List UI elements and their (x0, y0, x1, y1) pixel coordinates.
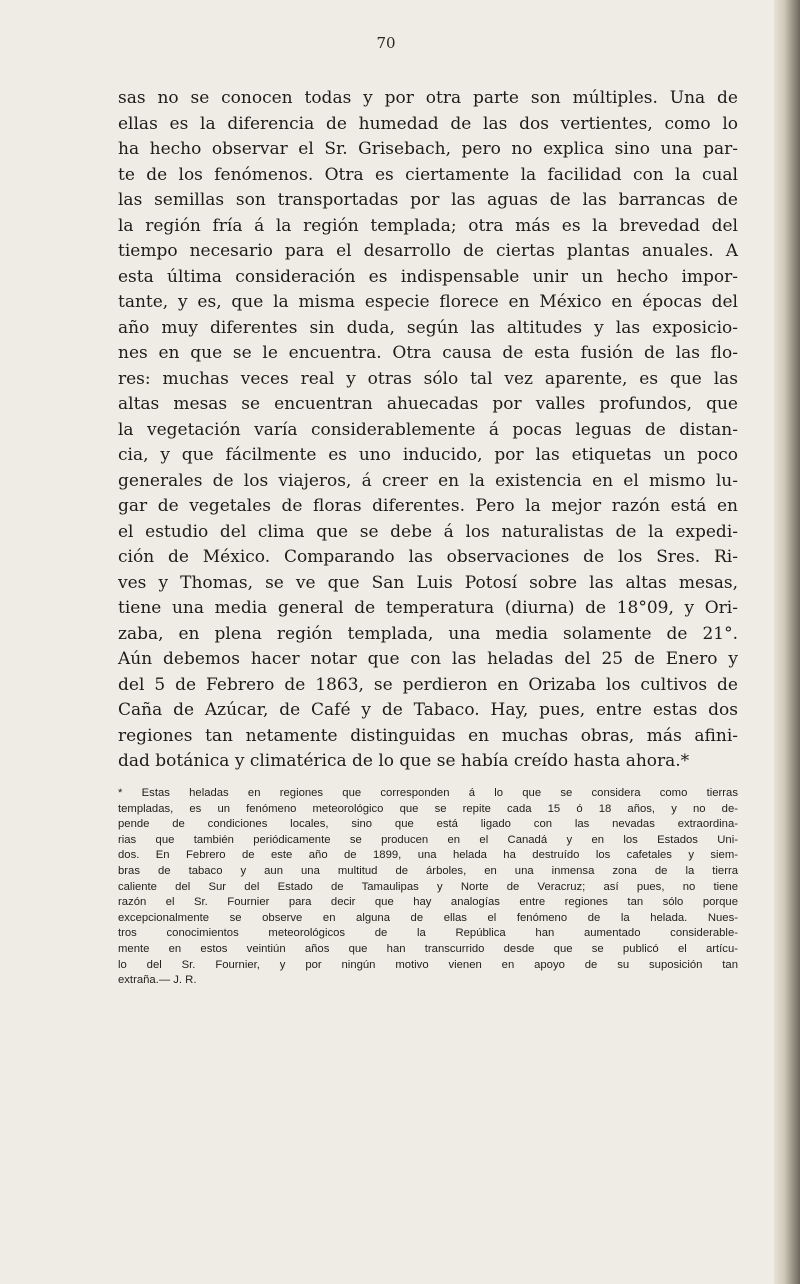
text-line: res: muchas veces real y otras sólo tal vez aparente, es que las (118, 368, 738, 389)
text-line: ción de México. Comparando las observaciones de los Sres. Ri- (118, 547, 738, 567)
text-line: nes en que se le encuentra. Otra causa de esta fusión de las flo- (118, 343, 738, 363)
footnote-line: dos. En Febrero de este año de 1899, una helada ha destruído los cafetales y siem- (118, 849, 738, 862)
text-line: las semillas son transportadas por las aguas de las barrancas de (118, 190, 738, 210)
main-text (118, 86, 738, 775)
footnote-line: razón el Sr. Fournier para decir que hay analogías entre regiones tan sólo porque (118, 896, 738, 909)
footnote-line: rias que también periódicamente se producen en el Canadá y en los Estados Uni- (118, 833, 738, 846)
footnote-line: lo del Sr. Fournier, y por ningún motivo vienen en apoyo de su suposición tan (118, 958, 738, 971)
footnote-line: pende de condiciones locales, sino que está ligado con las nevadas extraordina- (118, 818, 738, 831)
text-line: zaba, en plena región templada, una media solamente de 21°. (118, 623, 738, 644)
text-line: tiempo necesario para el desarrollo de ciertas plantas anuales. A (118, 241, 738, 261)
text-line: Aún debemos hacer notar que con las heladas del 25 de Enero y (118, 649, 738, 669)
text-line: sas no se conocen todas y por otra parte son múltiples. Una de (118, 88, 738, 108)
text-line: la vegetación varía considerablemente á pocas leguas de distan- (118, 419, 738, 440)
footnote-line: templadas, es un fenómeno meteorológico que se repite cada 15 ó 18 años, y no de- (118, 802, 738, 815)
text-line: ves y Thomas, se ve que San Luis Potosí sobre las altas mesas, (118, 572, 738, 593)
text-line: cia, y que fácilmente es uno inducido, por las etiquetas un poco (118, 445, 738, 465)
text-line: el estudio del clima que se debe á los naturalistas de la expedi- (118, 521, 738, 542)
page-binding-edge (774, 0, 800, 1284)
text-line: generales de los viajeros, á creer en la existencia en el mismo lu- (118, 470, 738, 491)
text-line: tante, y es, que la misma especie florece en México en épocas del (118, 292, 738, 312)
footnote-line: extraña.— J. R. (118, 974, 197, 987)
text-line: tiene una media general de temperatura (diurna) de 18°09, y Ori- (118, 598, 738, 618)
footnote-line: tros conocimientos meteorológicos de la República han aumentado considerable- (118, 927, 738, 940)
text-line: ha hecho observar el Sr. Grisebach, pero no explica sino una par- (118, 139, 738, 159)
text-line: Caña de Azúcar, de Café y de Tabaco. Hay, pues, entre estas dos (118, 700, 738, 720)
text-line: año muy diferentes sin duda, según las altitudes y las exposicio- (118, 317, 738, 338)
text-line: esta última consideración es indispensable unir un hecho impor- (118, 266, 738, 287)
text-line: altas mesas se encuentran ahuecadas por valles profundos, que (118, 394, 738, 414)
text-line: dad botánica y climatérica de lo que se había creído hasta ahora.* (118, 751, 690, 771)
footnote-line: * Estas heladas en regiones que corresponden á lo que se considera como tierras (118, 787, 738, 799)
text-line: te de los fenómenos. Otra es ciertamente la facilidad con la cual (118, 164, 738, 185)
text-line: del 5 de Febrero de 1863, se perdieron en Orizaba los cultivos de (118, 674, 738, 695)
page-number: 70 (376, 34, 396, 52)
footnote-line: excepcionalmente se observe en alguna de ellas el fenómeno de la helada. Nues- (118, 911, 738, 924)
footnote-line: mente en estos veintiún años que han transcurrido desde que se publicó el artícu- (118, 942, 738, 955)
footnote-line: bras de tabaco y aun una multitud de árboles, en una inmensa zona de la tierra (118, 864, 738, 877)
text-line: la región fría á la región templada; otra más es la brevedad del (118, 215, 738, 236)
text-line: regiones tan netamente distinguidas en muchas obras, más afini- (118, 725, 738, 746)
text-line: ellas es la diferencia de humedad de las dos vertientes, como lo (118, 113, 738, 134)
footnote-line: caliente del Sur del Estado de Tamaulipas y Norte de Veracruz; así pues, no tiene (118, 880, 738, 893)
text-line: gar de vegetales de floras diferentes. Pero la mejor razón está en (118, 496, 738, 516)
footnote (118, 786, 738, 989)
